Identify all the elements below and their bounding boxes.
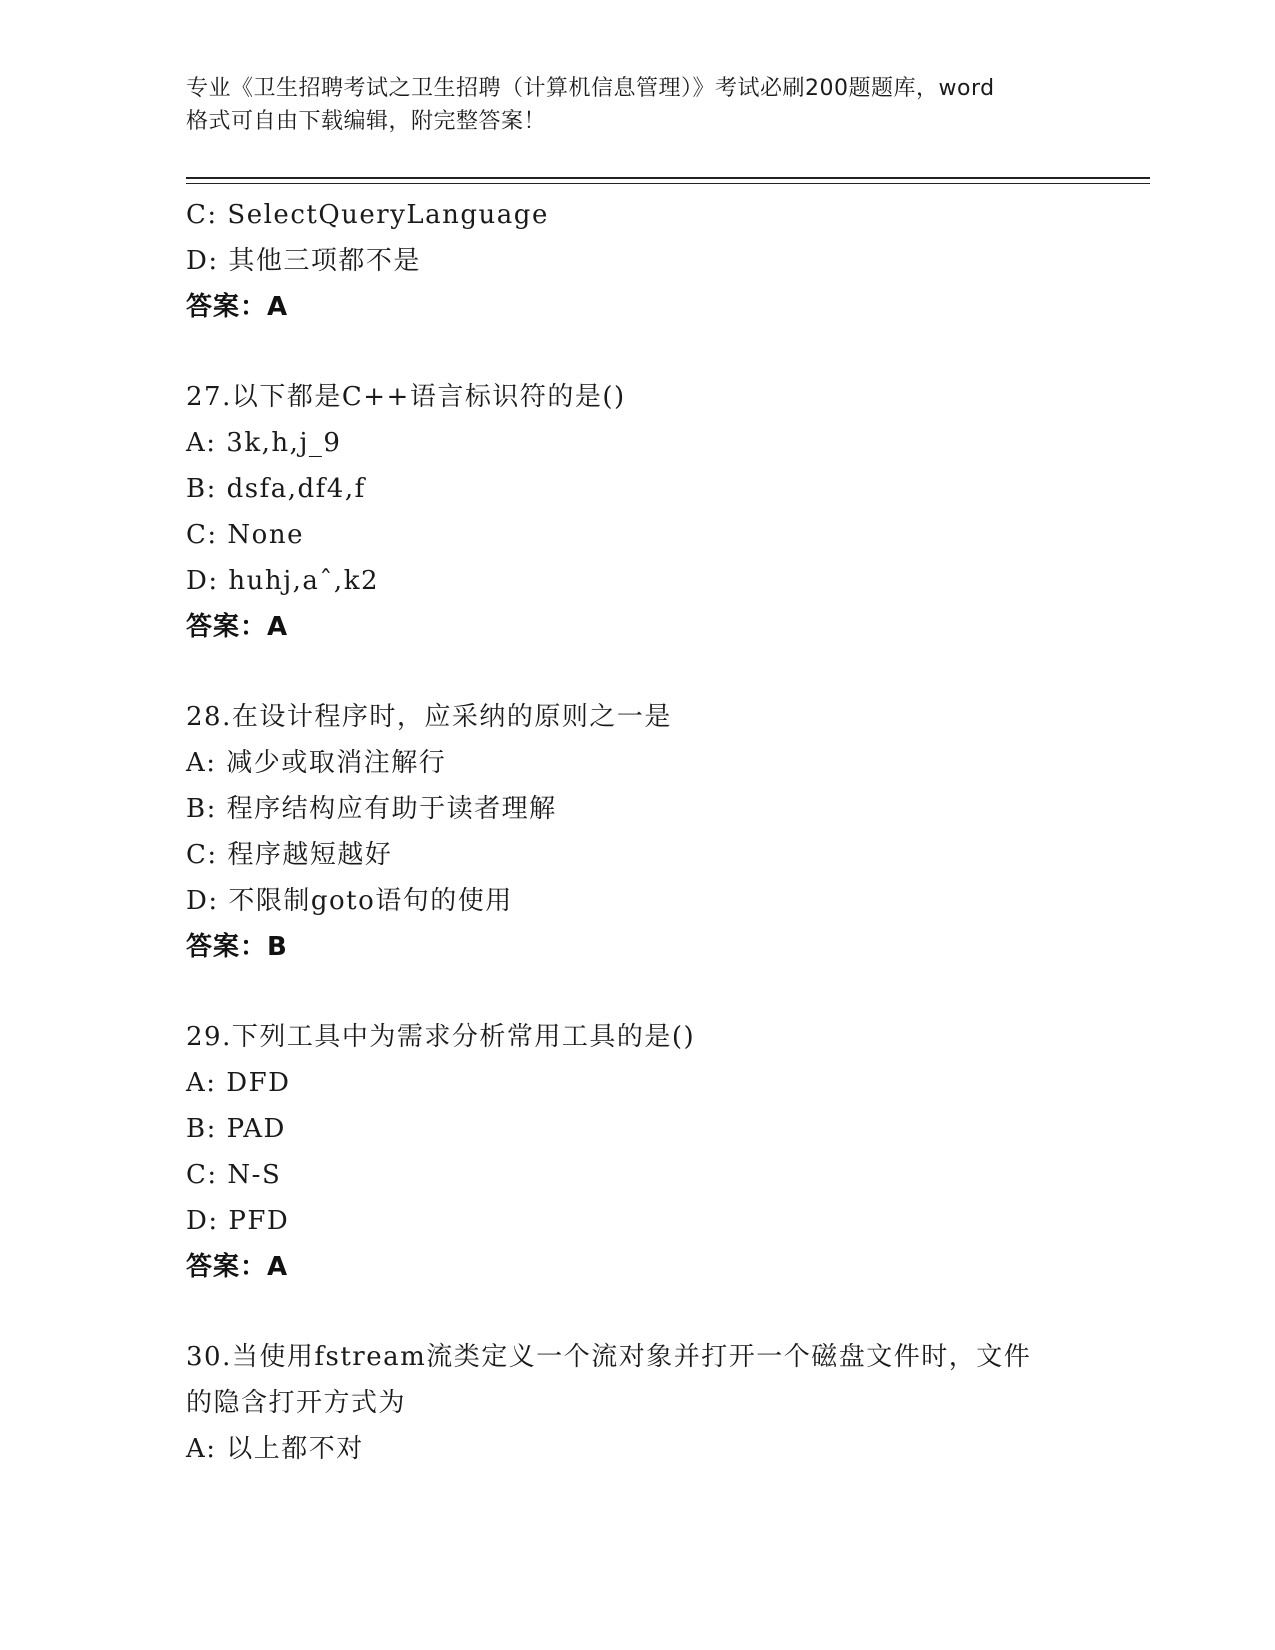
question-stem-line-1: 30.当使用fstream流类定义一个流对象并打开一个磁盘文件时，文件 xyxy=(186,1342,1032,1372)
option-b: B: PAD xyxy=(186,1114,286,1144)
header-divider-thin xyxy=(186,183,1150,184)
option-c: C: SelectQueryLanguage xyxy=(186,200,549,230)
spacer xyxy=(186,650,1086,694)
question-block-26 xyxy=(186,192,1086,330)
spacer xyxy=(186,330,1086,374)
option-a: A: 3k,h,j_9 xyxy=(186,428,342,458)
option-c: C: None xyxy=(186,520,304,550)
answer-label: 答案：A xyxy=(186,612,289,642)
option-c: C: 程序越短越好 xyxy=(186,840,393,870)
question-stem-line-2: 的隐含打开方式为 xyxy=(186,1388,407,1418)
spacer xyxy=(186,1290,1086,1334)
question-block-28 xyxy=(186,694,1086,970)
option-a: A: 以上都不对 xyxy=(186,1434,364,1464)
answer-label: 答案：A xyxy=(186,292,289,322)
option-d: D: 不限制goto语句的使用 xyxy=(186,886,513,916)
option-b: B: 程序结构应有助于读者理解 xyxy=(186,794,557,824)
question-list xyxy=(186,192,1086,1472)
question-block-30 xyxy=(186,1334,1086,1472)
option-d: D: huhj,aˆ,k2 xyxy=(186,566,379,596)
header-divider-thick xyxy=(186,177,1150,179)
answer-label: 答案：A xyxy=(186,1252,289,1282)
question-block-29 xyxy=(186,1014,1086,1290)
answer-label: 答案：B xyxy=(186,932,288,962)
option-c: C: N-S xyxy=(186,1160,282,1190)
question-block-27 xyxy=(186,374,1086,650)
option-a: A: DFD xyxy=(186,1068,291,1098)
question-stem: 28.在设计程序时，应采纳的原则之一是 xyxy=(186,702,672,732)
option-b: B: dsfa,df4,f xyxy=(186,474,366,504)
spacer xyxy=(186,970,1086,1014)
header-title-line-2: 格式可自由下载编辑，附完整答案！ xyxy=(186,109,547,134)
option-a: A: 减少或取消注解行 xyxy=(186,748,447,778)
question-stem: 27.以下都是C++语言标识符的是() xyxy=(186,382,626,412)
question-stem: 29.下列工具中为需求分析常用工具的是() xyxy=(186,1022,696,1052)
option-d: D: 其他三项都不是 xyxy=(186,246,421,276)
document-header xyxy=(186,72,1086,138)
option-d: D: PFD xyxy=(186,1206,290,1236)
header-title-line-1: 专业《卫生招聘考试之卫生招聘（计算机信息管理）》考试必刷200题题库，word xyxy=(186,76,995,101)
